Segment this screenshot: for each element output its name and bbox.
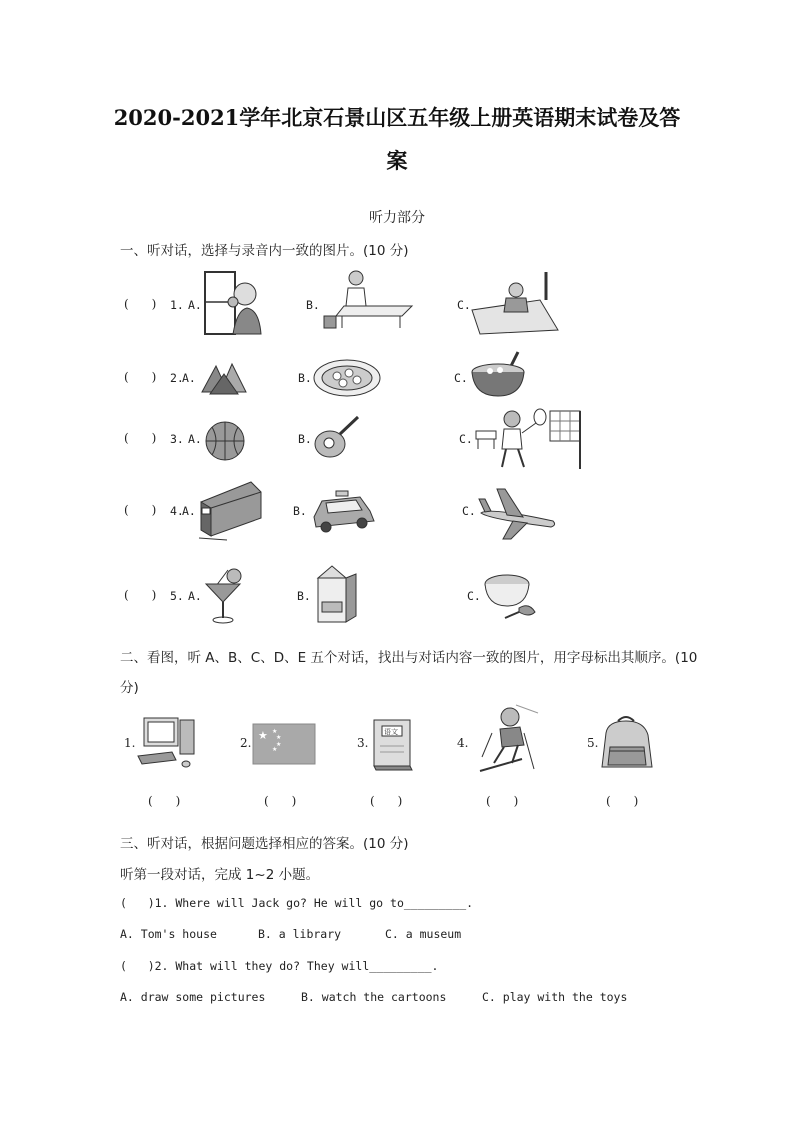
answer-blank[interactable]: ( ) bbox=[606, 794, 639, 808]
china-flag-icon bbox=[252, 723, 316, 765]
soup-bowl-icon bbox=[470, 350, 528, 400]
option-b-label: B. bbox=[306, 298, 320, 312]
train-icon bbox=[197, 478, 265, 542]
part2-heading-continued: 分) bbox=[120, 680, 139, 696]
item-number: 2. bbox=[240, 736, 252, 750]
item-number: 1. bbox=[124, 736, 136, 750]
question-number: 4. bbox=[170, 504, 184, 518]
page-title: 2020-2021学年北京石景山区五年级上册英语期末试卷及答 bbox=[113, 105, 681, 130]
option-c-label: C. bbox=[457, 298, 471, 312]
q2-option-c[interactable]: C. play with the toys bbox=[482, 990, 628, 1004]
zongzi-icon bbox=[198, 360, 248, 396]
taxi-icon bbox=[308, 487, 378, 533]
option-a-label: A. bbox=[182, 504, 196, 518]
option-c-label: C. bbox=[467, 589, 481, 603]
book-label: 语文 bbox=[384, 728, 398, 736]
svg-text:★: ★ bbox=[272, 728, 278, 735]
table-cleaning-icon bbox=[322, 268, 418, 330]
chinese-book-icon bbox=[370, 716, 414, 772]
part3-instruction: 听第一段对话，完成 1~2 小题。 bbox=[120, 867, 320, 883]
answer-blank[interactable]: ( ) bbox=[124, 370, 157, 384]
answer-blank[interactable]: ( ) bbox=[124, 431, 157, 445]
item-number: 3. bbox=[357, 736, 369, 750]
computer-icon bbox=[136, 716, 200, 770]
item-number: 5. bbox=[587, 736, 599, 750]
floor-cleaning-icon bbox=[470, 270, 560, 334]
milk-carton-icon bbox=[312, 564, 358, 624]
section-subtitle: 听力部分 bbox=[369, 210, 425, 226]
svg-text:★: ★ bbox=[272, 746, 278, 753]
dumplings-plate-icon bbox=[312, 358, 382, 398]
page-title-continued: 案 bbox=[386, 148, 408, 173]
option-b-label: B. bbox=[293, 504, 307, 518]
option-c-label: C. bbox=[454, 371, 468, 385]
question-1: ( )1. Where will Jack go? He will go to_________. bbox=[120, 896, 474, 910]
q2-option-a[interactable]: A. draw some pictures bbox=[120, 990, 266, 1004]
option-c-label: C. bbox=[462, 504, 476, 518]
answer-blank[interactable]: ( ) bbox=[264, 794, 297, 808]
option-a-label: A. bbox=[182, 371, 196, 385]
q2-option-b[interactable]: B. watch the cartoons bbox=[301, 990, 447, 1004]
question-2: ( )2. What will they do? They will_________. bbox=[120, 959, 439, 973]
ping-pong-paddle-icon bbox=[312, 414, 362, 464]
q1-option-c[interactable]: C. a museum bbox=[385, 927, 462, 941]
porridge-bowl-icon bbox=[483, 572, 541, 624]
answer-blank[interactable]: ( ) bbox=[124, 503, 157, 517]
part3-heading: 三、听对话，根据问题选择相应的答案。(10 分) bbox=[120, 836, 409, 852]
option-c-label: C. bbox=[459, 432, 473, 446]
answer-blank[interactable]: ( ) bbox=[486, 794, 519, 808]
juice-glass-icon bbox=[204, 568, 244, 624]
answer-blank[interactable]: ( ) bbox=[124, 297, 157, 311]
skiing-icon bbox=[472, 703, 542, 775]
option-b-label: B. bbox=[298, 371, 312, 385]
q1-option-a[interactable]: A. Tom's house bbox=[120, 927, 217, 941]
svg-text:★: ★ bbox=[276, 734, 282, 741]
item-number: 4. bbox=[457, 736, 469, 750]
question-number: 5. bbox=[170, 589, 184, 603]
svg-text:★: ★ bbox=[276, 741, 282, 748]
svg-text:★: ★ bbox=[258, 729, 268, 742]
q1-option-b[interactable]: B. a library bbox=[258, 927, 342, 941]
badminton-player-icon bbox=[474, 405, 584, 471]
answer-blank[interactable]: ( ) bbox=[124, 588, 157, 602]
option-b-label: B. bbox=[298, 432, 312, 446]
question-number: 3. bbox=[170, 432, 184, 446]
window-cleaning-icon bbox=[203, 270, 263, 336]
airplane-icon bbox=[477, 485, 559, 541]
part1-heading: 一、听对话，选择与录音内一致的图片。(10 分) bbox=[120, 243, 409, 259]
option-a-label: A. bbox=[188, 298, 202, 312]
question-number: 1. bbox=[170, 298, 184, 312]
question-number: 2. bbox=[170, 371, 184, 385]
part2-heading: 二、看图，听 A、B、C、D、E 五个对话，找出与对话内容一致的图片，用字母标出其顺序。(10 bbox=[120, 650, 698, 666]
option-a-label: A. bbox=[188, 589, 202, 603]
backpack-icon bbox=[598, 713, 658, 773]
option-a-label: A. bbox=[188, 432, 202, 446]
option-b-label: B. bbox=[297, 589, 311, 603]
answer-blank[interactable]: ( ) bbox=[370, 794, 403, 808]
basketball-icon bbox=[204, 420, 246, 462]
answer-blank[interactable]: ( ) bbox=[148, 794, 181, 808]
